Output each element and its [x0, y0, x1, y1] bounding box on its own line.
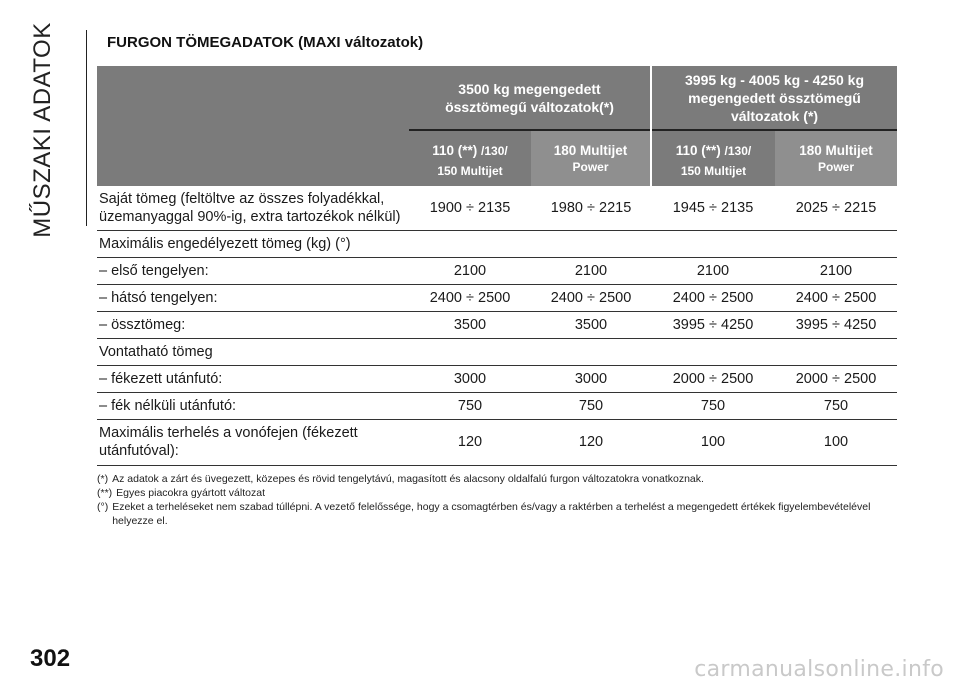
- weights-table-container: [97, 66, 897, 528]
- row-label: [97, 186, 409, 230]
- page-number: 302: [30, 645, 71, 672]
- header-row-groups: [97, 66, 897, 130]
- table-row: [97, 257, 897, 284]
- header-engine-2: [531, 130, 651, 186]
- cell-value: 2400 ÷ 2500: [651, 284, 775, 311]
- footnote-text: Ezeket a terheléseket nem szabad túllépni. A vezető felelőssége, hogy a csomagtérben és/vagy a raktérben a terhelést a megengedett értékek figyelembevételével helyezze el.: [112, 500, 871, 527]
- row-label: – fékezett utánfutó:: [97, 365, 409, 392]
- engine-main: 110 (**): [432, 143, 478, 158]
- cell-value: [775, 338, 897, 365]
- table-row: [97, 419, 897, 465]
- cell-value: 2000 ÷ 2500: [775, 365, 897, 392]
- row-label: Maximális engedélyezett tömeg (kg) (°): [97, 230, 409, 257]
- cell-value: 2400 ÷ 2500: [531, 284, 651, 311]
- cell-value: 100: [775, 419, 897, 465]
- cell-value: 3500: [531, 311, 651, 338]
- cell-value: 750: [775, 392, 897, 419]
- cell-value: [775, 230, 897, 257]
- row-label-line: Maximális terhelés a vonófejen (fékezett: [99, 425, 358, 441]
- cell-value: 1980 ÷ 2215: [531, 186, 651, 230]
- cell-value: 750: [409, 392, 531, 419]
- header-group-line: 3500 kg megengedett: [458, 80, 601, 97]
- cell-value: 2100: [775, 257, 897, 284]
- cell-value: 1945 ÷ 2135: [651, 186, 775, 230]
- cell-value: 3995 ÷ 4250: [775, 311, 897, 338]
- row-label: [97, 419, 409, 465]
- cell-value: [531, 230, 651, 257]
- cell-value: 1900 ÷ 2135: [409, 186, 531, 230]
- table-row: [97, 365, 897, 392]
- table-row: [97, 230, 897, 257]
- cell-value: 3995 ÷ 4250: [651, 311, 775, 338]
- engine-line2: Power: [817, 160, 854, 174]
- footnote-mark: (**): [97, 486, 113, 499]
- row-label: – fék nélküli utánfutó:: [97, 392, 409, 419]
- footnote-text: Az adatok a zárt és üvegezett, közepes és rövid tengelytávú, magasított és alacsony oldalfalú furgon változatokra vonatkoznak.: [112, 472, 704, 485]
- header-engine-3: [651, 130, 775, 186]
- table-row: [97, 186, 897, 230]
- header-group-3995kg: [651, 66, 897, 130]
- engine-small: /130/: [481, 144, 508, 158]
- row-label: – első tengelyen:: [97, 257, 409, 284]
- header-group-line: változatok (*): [730, 107, 819, 124]
- section-title-vertical: [14, 22, 72, 238]
- cell-value: 2400 ÷ 2500: [775, 284, 897, 311]
- engine-small: /130/: [724, 144, 752, 158]
- cell-value: 2100: [409, 257, 531, 284]
- section-divider: [86, 30, 87, 226]
- cell-value: [409, 230, 531, 257]
- row-label-line: utánfutóval):: [99, 443, 179, 459]
- cell-value: 2400 ÷ 2500: [409, 284, 531, 311]
- footnote-mark: (°): [97, 500, 109, 513]
- cell-value: 750: [531, 392, 651, 419]
- cell-value: [651, 230, 775, 257]
- cell-value: 3500: [409, 311, 531, 338]
- footnote: [97, 500, 897, 528]
- cell-value: 750: [651, 392, 775, 419]
- cell-value: 2100: [531, 257, 651, 284]
- weights-table: [97, 66, 897, 466]
- cell-value: 3000: [409, 365, 531, 392]
- cell-value: 100: [651, 419, 775, 465]
- table-row: [97, 392, 897, 419]
- row-label: – össztömeg:: [97, 311, 409, 338]
- section-title-text: MŰSZAKI ADATOK: [29, 22, 56, 238]
- cell-value: 3000: [531, 365, 651, 392]
- table-row: [97, 284, 897, 311]
- table-row: [97, 311, 897, 338]
- header-group-3500kg: [409, 66, 651, 130]
- header-engine-4: [775, 130, 897, 186]
- footnote-text: Egyes piacokra gyártott változat: [116, 486, 265, 499]
- cell-value: 2000 ÷ 2500: [651, 365, 775, 392]
- footnote: [97, 486, 897, 500]
- header-group-line: össztömegű változatok(*): [445, 98, 614, 115]
- header-blank-cell: [97, 66, 409, 186]
- cell-value: [409, 338, 531, 365]
- engine-main: 180 Multijet: [799, 143, 873, 158]
- cell-value: 2025 ÷ 2215: [775, 186, 897, 230]
- footnotes: [97, 472, 897, 528]
- footnote-mark: (*): [97, 472, 109, 485]
- engine-line2: Power: [572, 160, 609, 174]
- row-label-line: Saját tömeg (feltöltve az összes folyadékkal,: [99, 190, 385, 207]
- cell-value: 2100: [651, 257, 775, 284]
- cell-value: [651, 338, 775, 365]
- cell-value: 120: [531, 419, 651, 465]
- header-group-line: 3995 kg - 4005 kg - 4250 kg: [685, 71, 864, 88]
- header-engine-1: [409, 130, 531, 186]
- engine-main: 180 Multijet: [553, 143, 628, 158]
- engine-line2: 150 Multijet: [437, 164, 503, 178]
- footnote: [97, 472, 897, 486]
- engine-line2: 150 Multijet: [680, 164, 747, 178]
- page-heading: FURGON TÖMEGADATOK (MAXI változatok): [107, 34, 424, 51]
- cell-value: 120: [409, 419, 531, 465]
- header-group-line: megengedett össztömegű: [688, 89, 861, 106]
- cell-value: [531, 338, 651, 365]
- engine-main: 110 (**): [675, 143, 721, 158]
- table-row: [97, 338, 897, 365]
- watermark: carmanualsonline.info: [694, 657, 944, 682]
- row-label: Vontatható tömeg: [97, 338, 409, 365]
- row-label-line: üzemanyaggal 90%-ig, extra tartozékok nélkül): [99, 208, 401, 225]
- row-label: – hátsó tengelyen:: [97, 284, 409, 311]
